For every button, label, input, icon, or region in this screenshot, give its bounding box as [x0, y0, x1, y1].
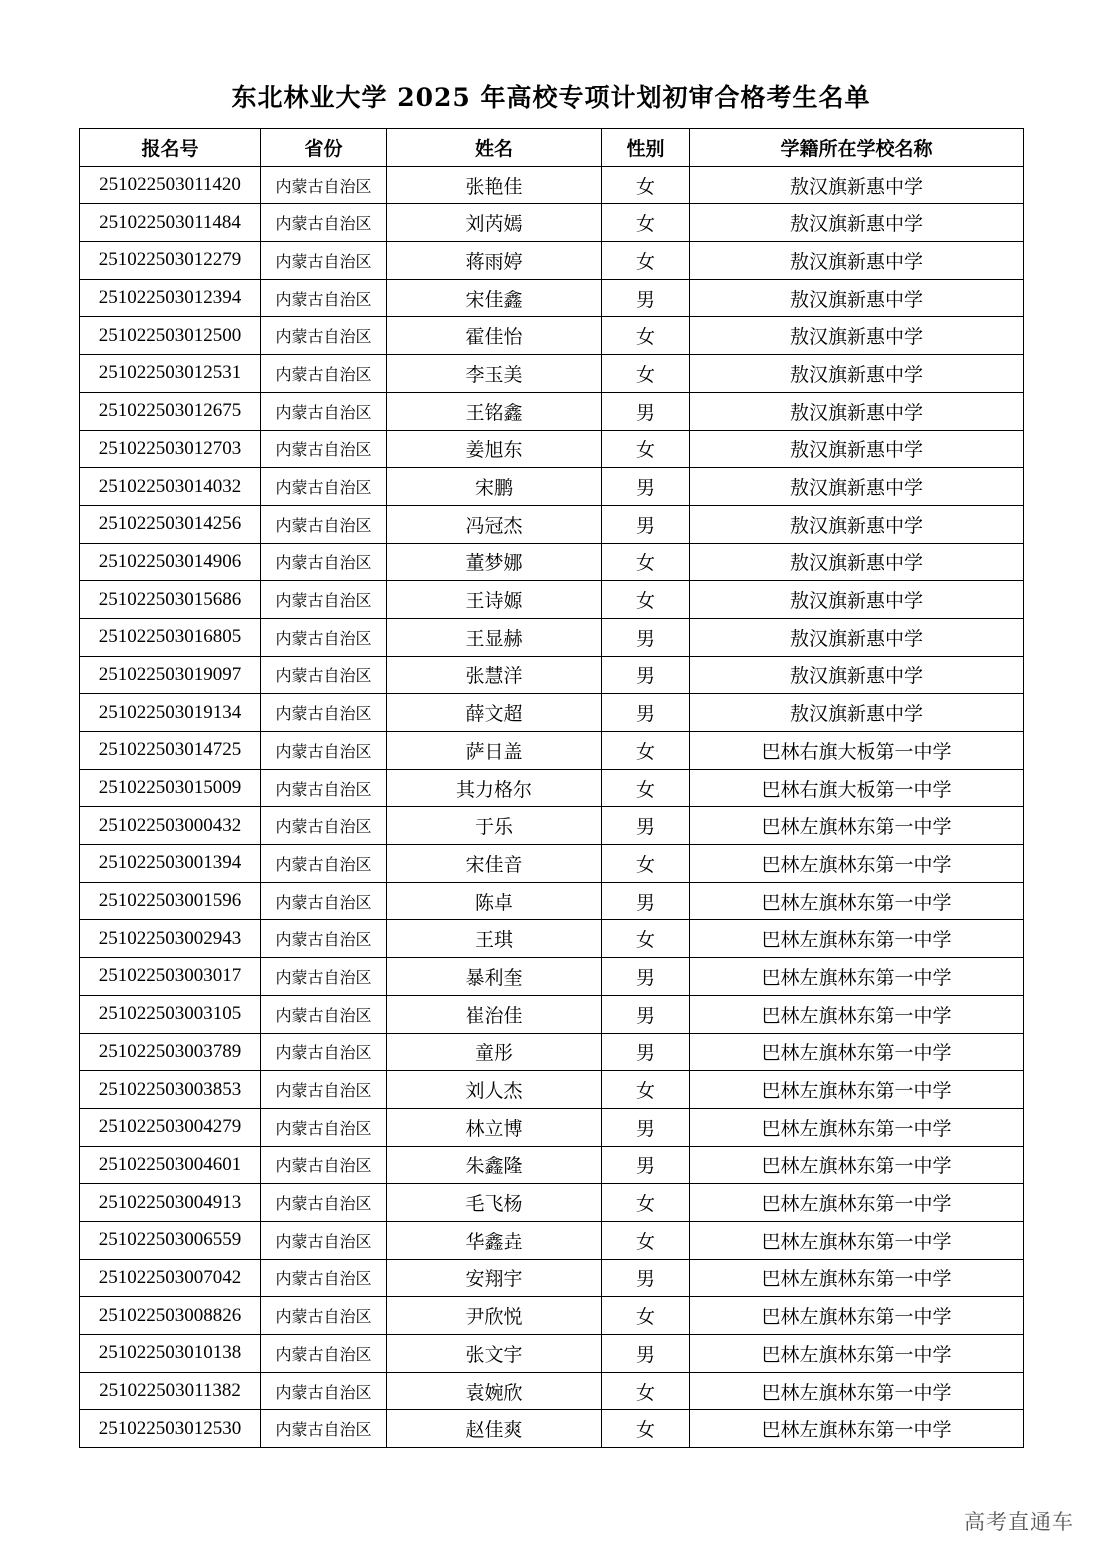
gender-cell: 女 — [602, 1410, 690, 1448]
name-cell: 李玉美 — [387, 355, 602, 393]
header-gender: 性别 — [602, 129, 690, 167]
table-row — [80, 242, 1024, 280]
province-cell: 内蒙古自治区 — [261, 732, 387, 770]
gender-cell: 男 — [602, 392, 690, 430]
registration-number-cell: 251022503012394 — [80, 279, 261, 317]
registration-number-cell: 251022503004279 — [80, 1108, 261, 1146]
table-row — [80, 1221, 1024, 1259]
table-row — [80, 656, 1024, 694]
registration-number-cell: 251022503002943 — [80, 920, 261, 958]
gender-cell: 女 — [602, 543, 690, 581]
name-cell: 萨日盖 — [387, 732, 602, 770]
gender-cell: 男 — [602, 618, 690, 656]
name-cell: 霍佳怡 — [387, 317, 602, 355]
registration-number-cell: 251022503004913 — [80, 1184, 261, 1222]
registration-number-cell: 251022503001394 — [80, 845, 261, 883]
table-row — [80, 1184, 1024, 1222]
name-cell: 姜旭东 — [387, 430, 602, 468]
table-row — [80, 1108, 1024, 1146]
table-row — [80, 807, 1024, 845]
gender-cell: 女 — [602, 1184, 690, 1222]
school-name-cell: 巴林左旗林东第一中学 — [690, 958, 1024, 996]
table-row — [80, 1297, 1024, 1335]
name-cell: 尹欣悦 — [387, 1297, 602, 1335]
table-row — [80, 995, 1024, 1033]
registration-number-cell: 251022503010138 — [80, 1335, 261, 1373]
name-cell: 宋佳鑫 — [387, 279, 602, 317]
registration-number-cell: 251022503014256 — [80, 505, 261, 543]
name-cell: 宋鹏 — [387, 468, 602, 506]
school-name-cell: 巴林右旗大板第一中学 — [690, 769, 1024, 807]
registration-number-cell: 251022503014906 — [80, 543, 261, 581]
gender-cell: 女 — [602, 581, 690, 619]
gender-cell: 女 — [602, 317, 690, 355]
table-row — [80, 581, 1024, 619]
name-cell: 冯冠杰 — [387, 505, 602, 543]
school-name-cell: 巴林左旗林东第一中学 — [690, 882, 1024, 920]
table-row — [80, 355, 1024, 393]
table-row — [80, 732, 1024, 770]
school-name-cell: 敖汉旗新惠中学 — [690, 618, 1024, 656]
gender-cell: 女 — [602, 430, 690, 468]
registration-number-cell: 251022503015009 — [80, 769, 261, 807]
school-name-cell: 巴林左旗林东第一中学 — [690, 845, 1024, 883]
registration-number-cell: 251022503007042 — [80, 1259, 261, 1297]
table-row — [80, 392, 1024, 430]
gender-cell: 男 — [602, 807, 690, 845]
registration-number-cell: 251022503016805 — [80, 618, 261, 656]
province-cell: 内蒙古自治区 — [261, 656, 387, 694]
gender-cell: 女 — [602, 204, 690, 242]
name-cell: 张艳佳 — [387, 166, 602, 204]
registration-number-cell: 251022503014725 — [80, 732, 261, 770]
province-cell: 内蒙古自治区 — [261, 995, 387, 1033]
school-name-cell: 敖汉旗新惠中学 — [690, 166, 1024, 204]
table-row — [80, 1033, 1024, 1071]
name-cell: 王琪 — [387, 920, 602, 958]
province-cell: 内蒙古自治区 — [261, 1033, 387, 1071]
table-row — [80, 505, 1024, 543]
name-cell: 袁婉欣 — [387, 1372, 602, 1410]
name-cell: 王显赫 — [387, 618, 602, 656]
table-row — [80, 920, 1024, 958]
header-province: 省份 — [261, 129, 387, 167]
school-name-cell: 敖汉旗新惠中学 — [690, 581, 1024, 619]
name-cell: 宋佳音 — [387, 845, 602, 883]
table-row — [80, 166, 1024, 204]
province-cell: 内蒙古自治区 — [261, 845, 387, 883]
registration-number-cell: 251022503012531 — [80, 355, 261, 393]
document-title: 东北林业大学 2025 年高校专项计划初审合格考生名单 — [231, 83, 871, 112]
name-cell: 董梦娜 — [387, 543, 602, 581]
name-cell: 安翔宇 — [387, 1259, 602, 1297]
province-cell: 内蒙古自治区 — [261, 430, 387, 468]
province-cell: 内蒙古自治区 — [261, 1372, 387, 1410]
table-body — [80, 166, 1024, 1447]
table-row — [80, 1372, 1024, 1410]
table-row — [80, 845, 1024, 883]
registration-number-cell: 251022503012675 — [80, 392, 261, 430]
name-cell: 林立博 — [387, 1108, 602, 1146]
province-cell: 内蒙古自治区 — [261, 279, 387, 317]
registration-number-cell: 251022503012703 — [80, 430, 261, 468]
gender-cell: 男 — [602, 882, 690, 920]
gender-cell: 男 — [602, 1033, 690, 1071]
table-row — [80, 1335, 1024, 1373]
school-name-cell: 敖汉旗新惠中学 — [690, 694, 1024, 732]
province-cell: 内蒙古自治区 — [261, 618, 387, 656]
province-cell: 内蒙古自治区 — [261, 505, 387, 543]
province-cell: 内蒙古自治区 — [261, 920, 387, 958]
school-name-cell: 巴林右旗大板第一中学 — [690, 732, 1024, 770]
registration-number-cell: 251022503019134 — [80, 694, 261, 732]
school-name-cell: 敖汉旗新惠中学 — [690, 656, 1024, 694]
gender-cell: 女 — [602, 920, 690, 958]
registration-number-cell: 251022503019097 — [80, 656, 261, 694]
gender-cell: 女 — [602, 1221, 690, 1259]
gender-cell: 男 — [602, 1335, 690, 1373]
province-cell: 内蒙古自治区 — [261, 468, 387, 506]
table-row — [80, 882, 1024, 920]
name-cell: 陈卓 — [387, 882, 602, 920]
province-cell: 内蒙古自治区 — [261, 317, 387, 355]
table-row — [80, 1146, 1024, 1184]
gender-cell: 男 — [602, 1108, 690, 1146]
school-name-cell: 敖汉旗新惠中学 — [690, 505, 1024, 543]
name-cell: 毛飞杨 — [387, 1184, 602, 1222]
gender-cell: 男 — [602, 505, 690, 543]
school-name-cell: 敖汉旗新惠中学 — [690, 355, 1024, 393]
registration-number-cell: 251022503004601 — [80, 1146, 261, 1184]
gender-cell: 男 — [602, 958, 690, 996]
name-cell: 刘人杰 — [387, 1071, 602, 1109]
gender-cell: 女 — [602, 1297, 690, 1335]
registration-number-cell: 251022503012530 — [80, 1410, 261, 1448]
school-name-cell: 巴林左旗林东第一中学 — [690, 807, 1024, 845]
registration-number-cell: 251022503015686 — [80, 581, 261, 619]
registration-number-cell: 251022503003105 — [80, 995, 261, 1033]
school-name-cell: 巴林左旗林东第一中学 — [690, 1033, 1024, 1071]
gender-cell: 女 — [602, 166, 690, 204]
gender-cell: 女 — [602, 1372, 690, 1410]
registration-number-cell: 251022503012500 — [80, 317, 261, 355]
school-name-cell: 巴林左旗林东第一中学 — [690, 1221, 1024, 1259]
watermark-text: 高考直通车 — [964, 1510, 1074, 1534]
school-name-cell: 巴林左旗林东第一中学 — [690, 1335, 1024, 1373]
province-cell: 内蒙古自治区 — [261, 581, 387, 619]
school-name-cell: 巴林左旗林东第一中学 — [690, 1259, 1024, 1297]
gender-cell: 女 — [602, 732, 690, 770]
school-name-cell: 敖汉旗新惠中学 — [690, 242, 1024, 280]
school-name-cell: 敖汉旗新惠中学 — [690, 468, 1024, 506]
province-cell: 内蒙古自治区 — [261, 1071, 387, 1109]
table-row — [80, 958, 1024, 996]
gender-cell: 女 — [602, 355, 690, 393]
name-cell: 赵佳爽 — [387, 1410, 602, 1448]
registration-number-cell: 251022503012279 — [80, 242, 261, 280]
school-name-cell: 敖汉旗新惠中学 — [690, 392, 1024, 430]
province-cell: 内蒙古自治区 — [261, 1410, 387, 1448]
province-cell: 内蒙古自治区 — [261, 958, 387, 996]
registration-number-cell: 251022503011382 — [80, 1372, 261, 1410]
province-cell: 内蒙古自治区 — [261, 1146, 387, 1184]
table-header-row — [80, 129, 1024, 167]
registration-number-cell: 251022503003789 — [80, 1033, 261, 1071]
province-cell: 内蒙古自治区 — [261, 1335, 387, 1373]
province-cell: 内蒙古自治区 — [261, 204, 387, 242]
school-name-cell: 巴林左旗林东第一中学 — [690, 1372, 1024, 1410]
name-cell: 其力格尔 — [387, 769, 602, 807]
registration-number-cell: 251022503003853 — [80, 1071, 261, 1109]
table-row — [80, 618, 1024, 656]
school-name-cell: 巴林左旗林东第一中学 — [690, 1184, 1024, 1222]
table-row — [80, 317, 1024, 355]
school-name-cell: 巴林左旗林东第一中学 — [690, 995, 1024, 1033]
name-cell: 王诗嫄 — [387, 581, 602, 619]
name-cell: 张文宇 — [387, 1335, 602, 1373]
header-name: 姓名 — [387, 129, 602, 167]
province-cell: 内蒙古自治区 — [261, 166, 387, 204]
school-name-cell: 巴林左旗林东第一中学 — [690, 920, 1024, 958]
name-cell: 暴利奎 — [387, 958, 602, 996]
gender-cell: 女 — [602, 1071, 690, 1109]
school-name-cell: 巴林左旗林东第一中学 — [690, 1146, 1024, 1184]
gender-cell: 男 — [602, 1146, 690, 1184]
table-row — [80, 279, 1024, 317]
name-cell: 朱鑫隆 — [387, 1146, 602, 1184]
province-cell: 内蒙古自治区 — [261, 1221, 387, 1259]
gender-cell: 女 — [602, 769, 690, 807]
table-row — [80, 1410, 1024, 1448]
province-cell: 内蒙古自治区 — [261, 1108, 387, 1146]
province-cell: 内蒙古自治区 — [261, 392, 387, 430]
gender-cell: 男 — [602, 656, 690, 694]
registration-number-cell: 251022503000432 — [80, 807, 261, 845]
table-row — [80, 468, 1024, 506]
name-cell: 刘芮嫣 — [387, 204, 602, 242]
registration-number-cell: 251022503008826 — [80, 1297, 261, 1335]
school-name-cell: 敖汉旗新惠中学 — [690, 204, 1024, 242]
table-row — [80, 204, 1024, 242]
province-cell: 内蒙古自治区 — [261, 807, 387, 845]
province-cell: 内蒙古自治区 — [261, 543, 387, 581]
province-cell: 内蒙古自治区 — [261, 242, 387, 280]
table-row — [80, 543, 1024, 581]
registration-number-cell: 251022503011484 — [80, 204, 261, 242]
candidate-table — [79, 128, 1024, 1448]
gender-cell: 女 — [602, 845, 690, 883]
school-name-cell: 敖汉旗新惠中学 — [690, 279, 1024, 317]
gender-cell: 男 — [602, 694, 690, 732]
school-name-cell: 巴林左旗林东第一中学 — [690, 1071, 1024, 1109]
name-cell: 薛文超 — [387, 694, 602, 732]
name-cell: 张慧洋 — [387, 656, 602, 694]
table-row — [80, 694, 1024, 732]
table-row — [80, 430, 1024, 468]
province-cell: 内蒙古自治区 — [261, 694, 387, 732]
school-name-cell: 敖汉旗新惠中学 — [690, 543, 1024, 581]
gender-cell: 女 — [602, 242, 690, 280]
province-cell: 内蒙古自治区 — [261, 1184, 387, 1222]
header-school-name: 学籍所在学校名称 — [690, 129, 1024, 167]
province-cell: 内蒙古自治区 — [261, 882, 387, 920]
gender-cell: 男 — [602, 1259, 690, 1297]
province-cell: 内蒙古自治区 — [261, 355, 387, 393]
registration-number-cell: 251022503014032 — [80, 468, 261, 506]
registration-number-cell: 251022503011420 — [80, 166, 261, 204]
gender-cell: 男 — [602, 279, 690, 317]
registration-number-cell: 251022503006559 — [80, 1221, 261, 1259]
name-cell: 于乐 — [387, 807, 602, 845]
table-row — [80, 769, 1024, 807]
name-cell: 崔治佳 — [387, 995, 602, 1033]
school-name-cell: 巴林左旗林东第一中学 — [690, 1410, 1024, 1448]
province-cell: 内蒙古自治区 — [261, 1297, 387, 1335]
header-registration-number: 报名号 — [80, 129, 261, 167]
table-row — [80, 1071, 1024, 1109]
school-name-cell: 巴林左旗林东第一中学 — [690, 1297, 1024, 1335]
name-cell: 华鑫垚 — [387, 1221, 602, 1259]
table-row — [80, 1259, 1024, 1297]
registration-number-cell: 251022503003017 — [80, 958, 261, 996]
school-name-cell: 敖汉旗新惠中学 — [690, 430, 1024, 468]
gender-cell: 男 — [602, 995, 690, 1033]
gender-cell: 男 — [602, 468, 690, 506]
province-cell: 内蒙古自治区 — [261, 769, 387, 807]
province-cell: 内蒙古自治区 — [261, 1259, 387, 1297]
name-cell: 蒋雨婷 — [387, 242, 602, 280]
school-name-cell: 巴林左旗林东第一中学 — [690, 1108, 1024, 1146]
name-cell: 童彤 — [387, 1033, 602, 1071]
registration-number-cell: 251022503001596 — [80, 882, 261, 920]
school-name-cell: 敖汉旗新惠中学 — [690, 317, 1024, 355]
name-cell: 王铭鑫 — [387, 392, 602, 430]
